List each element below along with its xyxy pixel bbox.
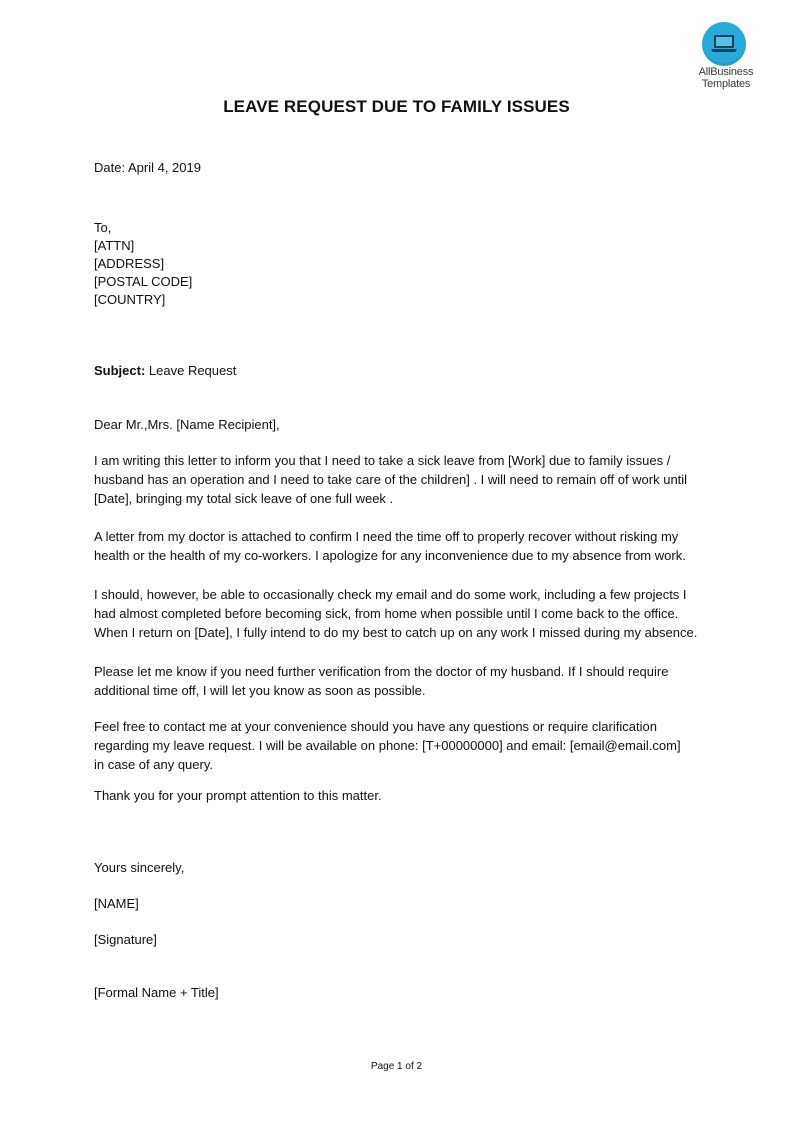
paragraph-line: husband has an operation and I need to take care of the children] . I will need to remain off of work until <box>94 472 688 487</box>
page-number: Page 1 of 2 <box>370 1061 423 1072</box>
paragraph-4 <box>94 662 704 700</box>
laptop-icon <box>702 22 746 66</box>
logo-line-1: AllBusiness <box>698 66 754 78</box>
salutation: Dear Mr.,Mrs. [Name Recipient], <box>94 417 280 432</box>
paragraph-line: had almost completed before becoming sick, from home when possible until I come back to the office. <box>94 606 679 621</box>
paragraph-line: A letter from my doctor is attached to confirm I need the time off to properly recover without risking my <box>94 529 679 544</box>
paragraph-line: Feel free to contact me at your convenience should you have any questions or require clarification <box>94 719 657 734</box>
logo-wordmark <box>686 66 766 90</box>
paragraph-line: I should, however, be able to occasionally check my email and do some work, including a few projects I <box>94 587 687 602</box>
date-line: Date: April 4, 2019 <box>94 160 201 175</box>
paragraph-6: Thank you for your prompt attention to this matter. <box>94 788 382 803</box>
paragraph-line: additional time off, I will let you know as soon as possible. <box>94 683 426 698</box>
paragraph-1 <box>94 451 704 508</box>
paragraph-line: Please let me know if you need further verification from the doctor of my husband. If I should require <box>94 664 669 679</box>
subject-line <box>94 362 236 381</box>
sign-off: Yours sincerely, <box>94 860 185 875</box>
subject-label: Subject: <box>94 363 146 378</box>
formal-name-title: [Formal Name + Title] <box>94 985 219 1000</box>
signature-placeholder: [Signature] <box>94 932 157 947</box>
address-to: To, <box>94 220 112 235</box>
address-postal-code: [POSTAL CODE] <box>94 274 193 289</box>
paragraph-line: [Date], bringing my total sick leave of one full week . <box>94 491 394 506</box>
sender-name: [NAME] <box>94 896 139 911</box>
paragraph-line: I am writing this letter to inform you that I need to take a sick leave from [Work] due to family issues / <box>94 453 671 468</box>
paragraph-3 <box>94 585 704 642</box>
address-attn: [ATTN] <box>94 238 135 253</box>
paragraph-line: When I return on [Date], I fully intend to do my best to catch up on any work I missed during my absence. <box>94 625 698 640</box>
paragraph-line: regarding my leave request. I will be available on phone: [T+00000000] and email: [email@email.com] <box>94 738 681 753</box>
subject-value: Leave Request <box>145 363 237 378</box>
paragraph-5 <box>94 717 704 774</box>
address-country: [COUNTRY] <box>94 292 166 307</box>
paragraph-line: health or the health of my co-workers. I apologize for any inconvenience due to my absence from work. <box>94 548 686 563</box>
document-title: LEAVE REQUEST DUE TO FAMILY ISSUES <box>223 97 570 116</box>
address-street: [ADDRESS] <box>94 256 165 271</box>
paragraph-line: in case of any query. <box>94 757 213 772</box>
paragraph-2 <box>94 527 704 565</box>
logo-line-2: Templates <box>701 78 751 90</box>
